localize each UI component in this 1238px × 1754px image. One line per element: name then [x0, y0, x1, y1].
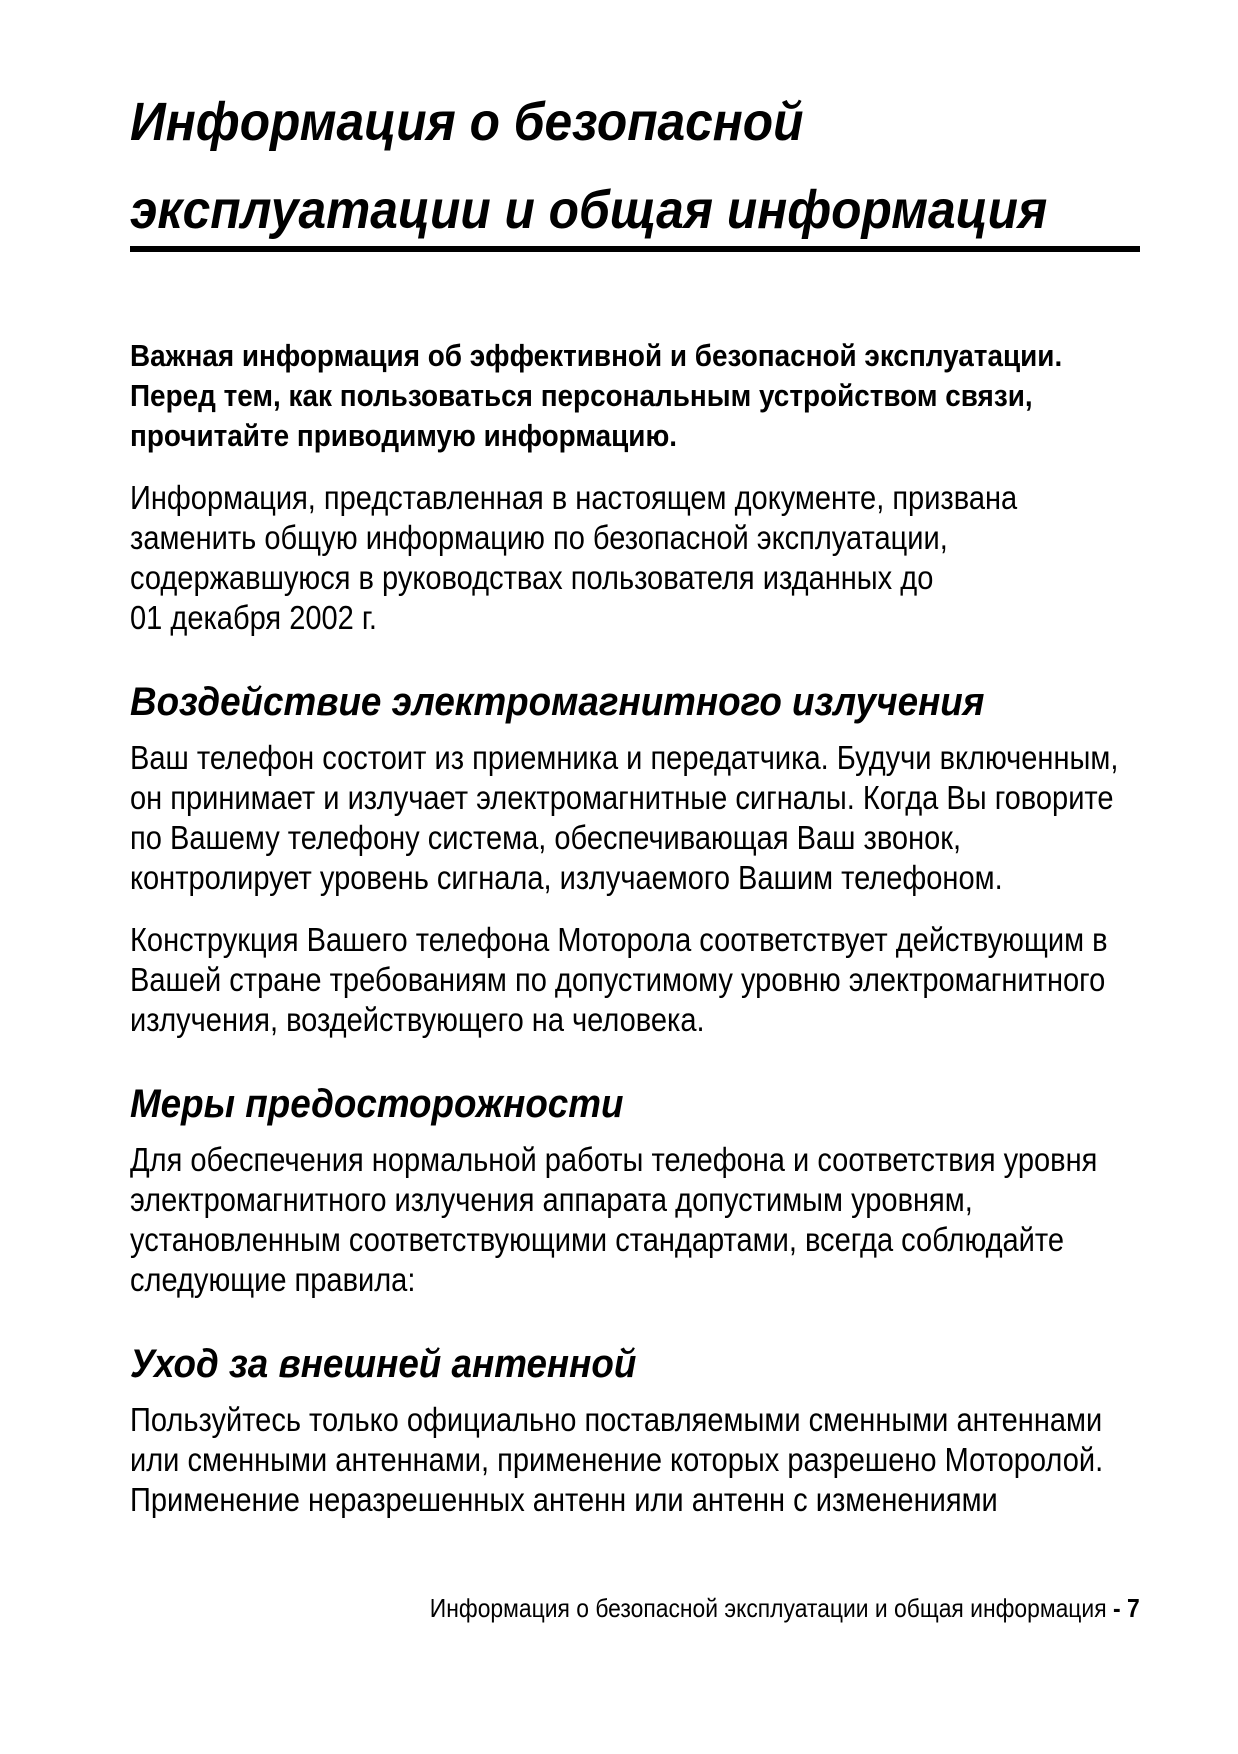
text-line: следующие правила:	[130, 1261, 416, 1298]
page-title-line-1: Информация о безопасной	[130, 92, 804, 152]
intro-bold-line: Важная информация об эффективной и безопасной эксплуатации.	[130, 338, 1063, 373]
page-title	[130, 78, 1059, 254]
text-line: установленным соответствующими стандартами, всегда соблюдайте	[130, 1221, 1065, 1258]
document-page	[130, 0, 1140, 1754]
page-number: 7	[1127, 1593, 1140, 1623]
text-line: или сменными антеннами, применение которых разрешено Моторолой.	[130, 1441, 1104, 1478]
text-line: заменить общую информацию по безопасной эксплуатации,	[130, 519, 948, 556]
document-body	[130, 336, 1140, 1542]
antenna-care-paragraph	[130, 1400, 1142, 1520]
text-line: он принимает и излучает электромагнитные сигналы. Когда Вы говорите	[130, 779, 1114, 816]
section-heading-precautions: Меры предосторожности	[130, 1082, 624, 1126]
footer-running-title: Информация о безопасной эксплуатации и общая информация	[430, 1593, 1107, 1623]
text-line: электромагнитного излучения аппарата допустимым уровням,	[130, 1181, 973, 1218]
text-line: излучения, воздействующего на человека.	[130, 1001, 705, 1038]
intro-bold-line: Перед тем, как пользоваться персональным устройством связи,	[130, 378, 1033, 413]
text-line: Конструкция Вашего телефона Моторола соответствует действующим в	[130, 921, 1108, 958]
em-exposure-paragraph-2	[130, 920, 1142, 1040]
intro-important-notice	[130, 336, 1138, 456]
footer-separator: -	[1113, 1593, 1121, 1623]
text-line: Применение неразрешенных антенн или антенн с изменениями	[130, 1481, 998, 1518]
text-line: Для обеспечения нормальной работы телефона и соответствия уровня	[130, 1141, 1098, 1178]
text-line: 01 декабря 2002 г.	[130, 599, 378, 636]
section-heading-em-exposure: Воздействие электромагнитного излучения	[130, 680, 985, 724]
text-line: Вашей стране требованиям по допустимому уровню электромагнитного	[130, 961, 1106, 998]
text-line: контролирует уровень сигнала, излучаемого Вашим телефоном.	[130, 859, 1003, 896]
page-footer	[430, 1592, 1140, 1624]
em-exposure-paragraph-1	[130, 738, 1142, 898]
text-line: по Вашему телефону система, обеспечивающая Ваш звонок,	[130, 819, 962, 856]
page-title-line-2: эксплуатации и общая информация	[130, 180, 1048, 240]
text-line: Пользуйтесь только официально поставляемыми сменными антеннами	[130, 1401, 1103, 1438]
title-underline-rule	[130, 246, 1140, 252]
text-line: Информация, представленная в настоящем документе, призвана	[130, 479, 1018, 516]
intro-bold-line: прочитайте приводимую информацию.	[130, 418, 678, 453]
text-line: Ваш телефон состоит из приемника и передатчика. Будучи включенным,	[130, 739, 1119, 776]
precautions-paragraph	[130, 1140, 1142, 1300]
intro-paragraph	[130, 478, 1142, 638]
section-heading-antenna-care: Уход за внешней антенной	[130, 1342, 637, 1386]
text-line: содержавшуюся в руководствах пользователя изданных до	[130, 559, 934, 596]
